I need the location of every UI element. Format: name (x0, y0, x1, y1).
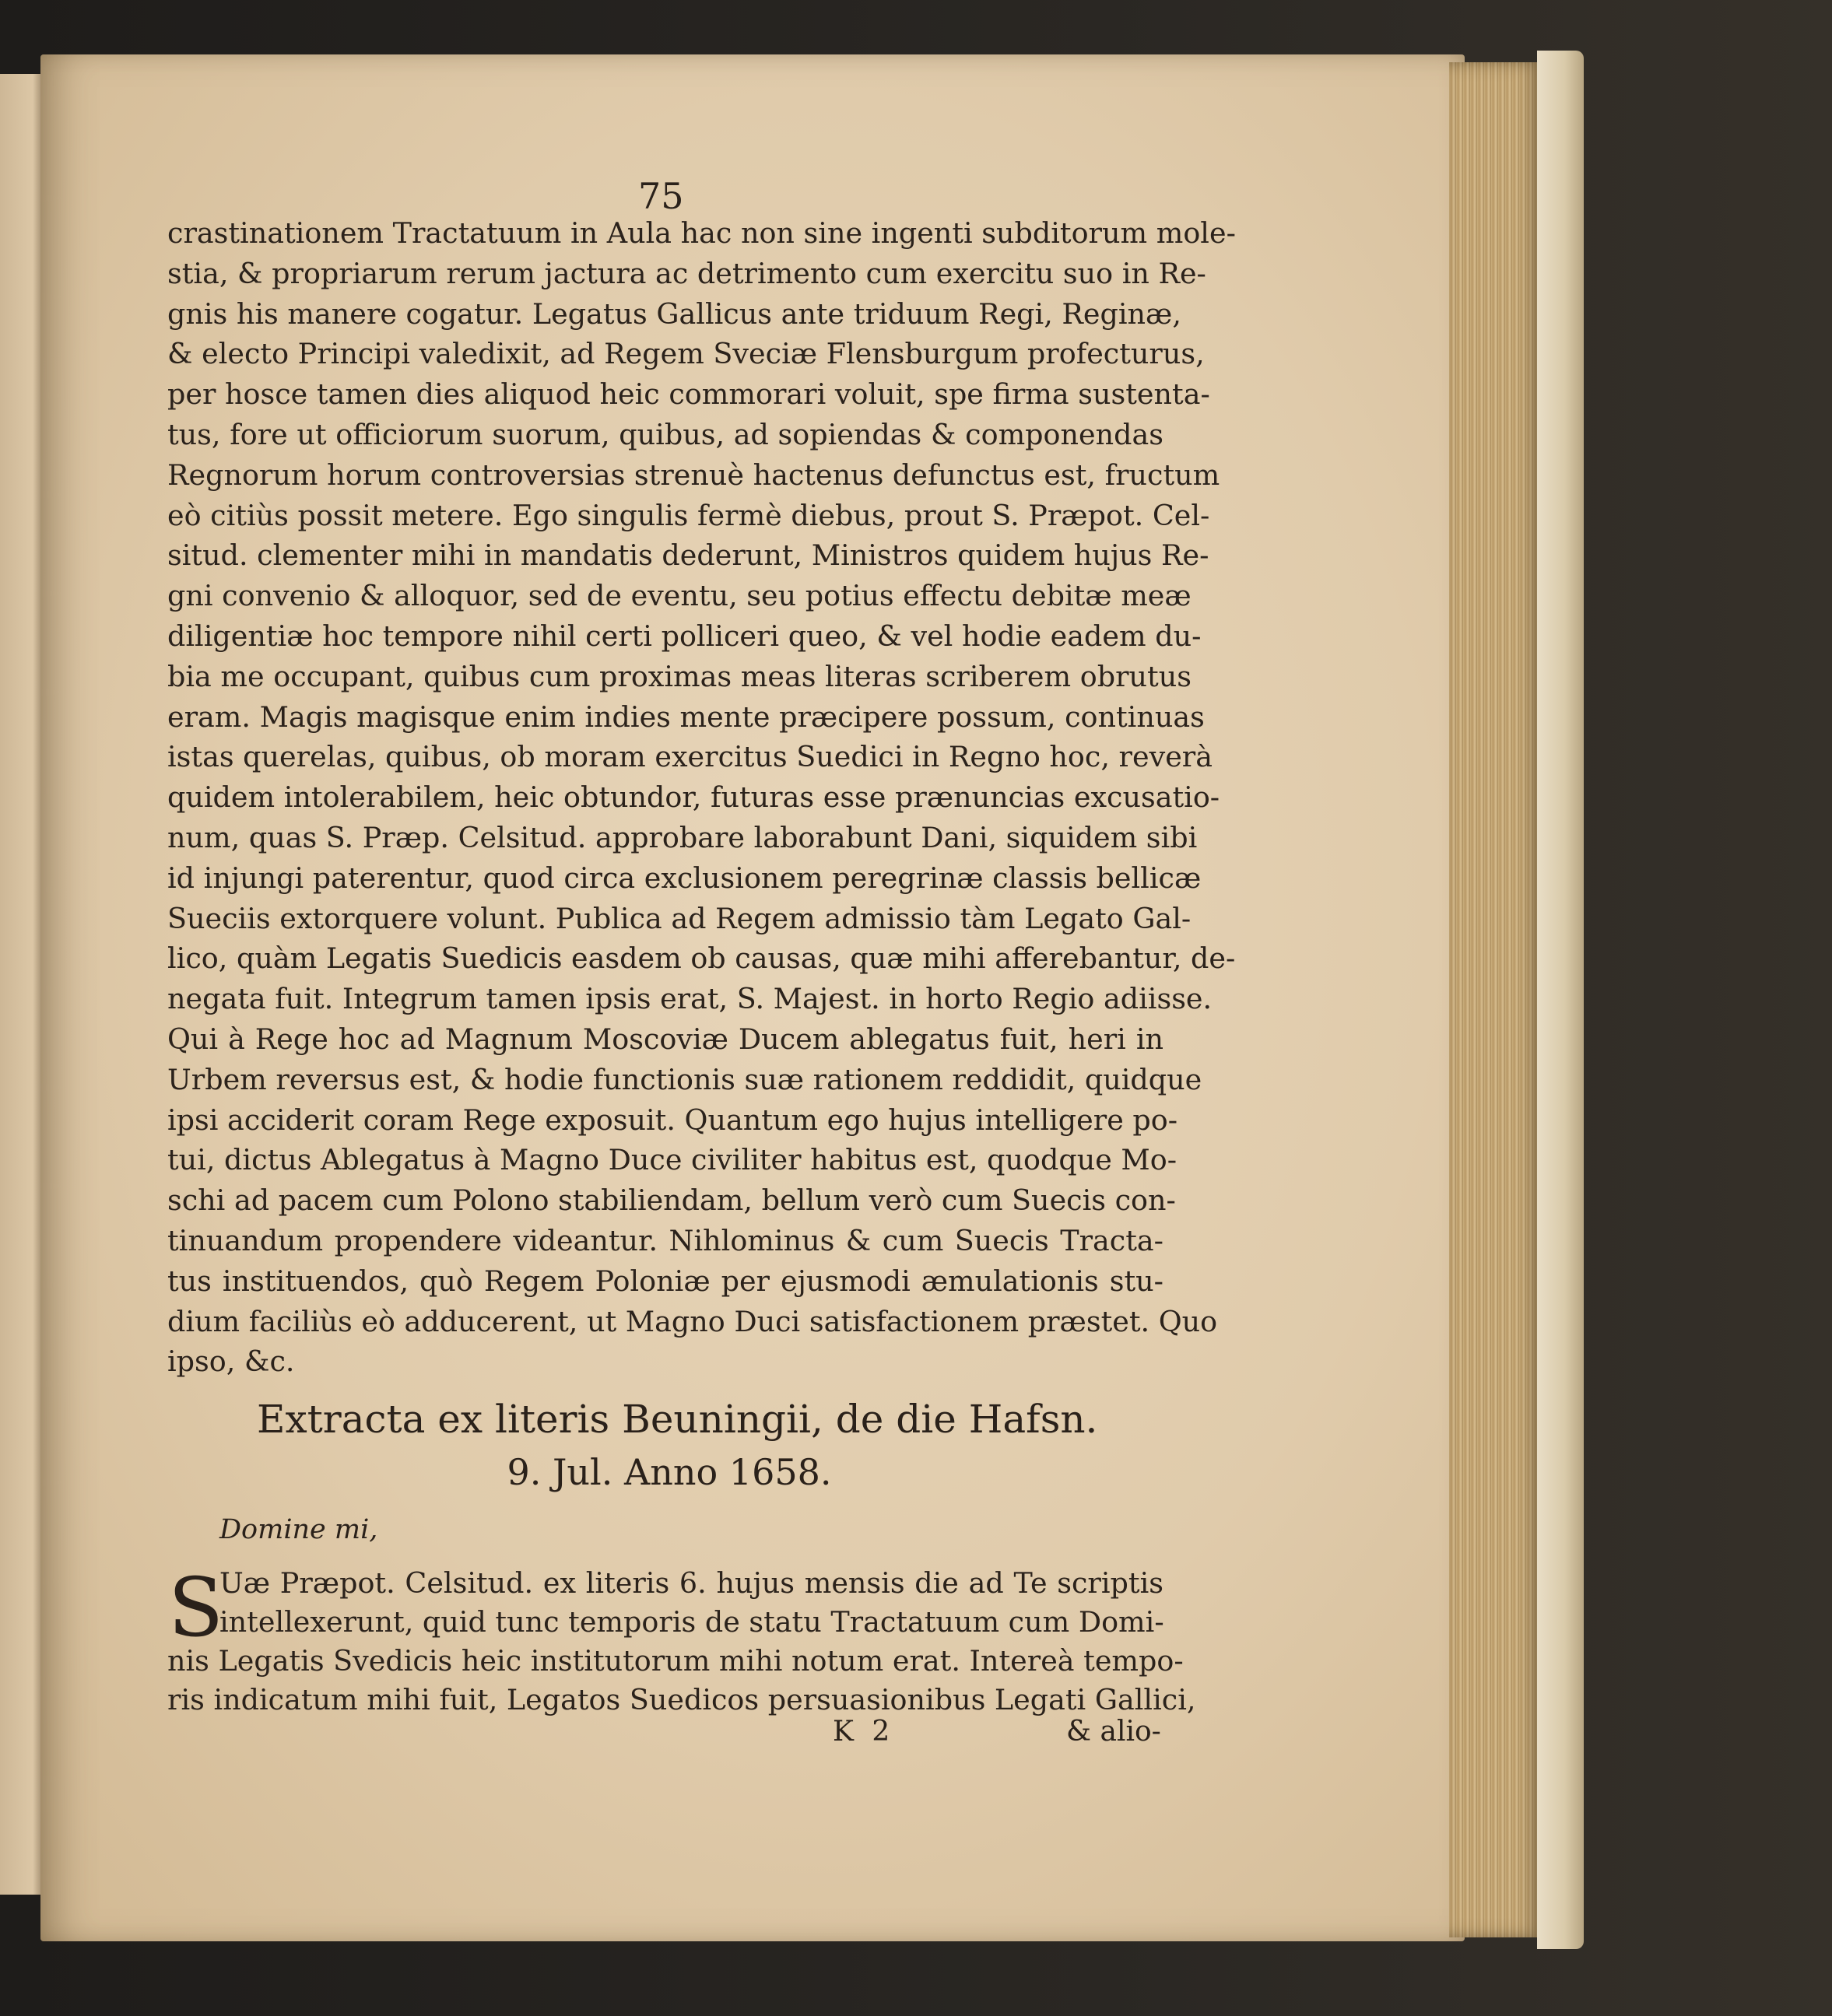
letter-line: nis Legatis Svedicis heic institutorum mihi notum erat. Intereà tempo- (167, 1644, 1184, 1678)
body-line: diligentiæ hoc tempore nihil certi polliceri queo, & vel hodie eadem du- (167, 619, 1202, 653)
body-line: tus instituendos, quò Regem Poloniæ per ejusmodi æmulationis stu- (167, 1264, 1163, 1298)
letter-line: intellexerunt, quid tunc temporis de statu Tractatuum cum Domi- (219, 1605, 1164, 1639)
body-line: num, quas S. Præp. Celsitud. approbare laborabunt Dani, siquidem sibi (167, 821, 1198, 854)
body-line: situd. clementer mihi in mandatis dederunt, Ministros quidem hujus Re- (167, 538, 1209, 573)
body-line: id injungi paterentur, quod circa exclusionem peregrinæ classis bellicæ (167, 861, 1202, 895)
body-line: gni convenio & alloquor, sed de eventu, seu potius effectu debitæ meæ (167, 579, 1192, 613)
body-line: quidem intolerabilem, heic obtundor, futuras esse prænuncias excusatio- (167, 780, 1220, 815)
salutation: Domine mi, (219, 1514, 378, 1545)
body-line: per hosce tamen dies aliquod heic commorari voluit, spe firma sustenta- (167, 377, 1210, 412)
letter-line: ris indicatum mihi fuit, Legatos Suedicos persuasionibus Legati Gallici, (167, 1683, 1196, 1716)
body-line: dium faciliùs eò adducerent, ut Magno Duci satisfactionem præstet. Quo (167, 1304, 1218, 1338)
body-line: Qui à Rege hoc ad Magnum Moscoviæ Ducem ablegatus fuit, heri in (167, 1022, 1163, 1056)
body-line: gnis his manere cogatur. Legatus Gallicus ante triduum Regi, Reginæ, (167, 296, 1181, 331)
body-line: schi ad pacem cum Polono stabiliendam, bellum verò cum Suecis con- (167, 1183, 1176, 1218)
body-line: tus, fore ut officiorum suorum, quibus, ad sopiendas & componendas (167, 418, 1163, 451)
body-line: eram. Magis magisque enim indies mente præcipere possum, continuas (167, 699, 1205, 734)
body-line: & electo Principi valedixit, ad Regem Sveciæ Flensburgum profecturus, (167, 337, 1205, 371)
section-heading-date: 9. Jul. Anno 1658. (507, 1451, 832, 1493)
book-cover (1537, 51, 1584, 1949)
body-line: crastinationem Tractatuum in Aula hac non sine ingenti subditorum mole- (167, 216, 1236, 250)
left-page-edge (0, 74, 47, 1895)
drop-cap: S (168, 1560, 224, 1655)
body-line: Urbem reversus est, & hodie functionis suæ rationem reddidit, quidque (167, 1062, 1202, 1096)
body-line: lico, quàm Legatis Suedicis easdem ob causas, quæ mihi afferebantur, de- (167, 941, 1236, 976)
letter-line: Uæ Præpot. Celsitud. ex literis 6. hujus mensis die ad Te scriptis (219, 1566, 1163, 1600)
body-line: tinuandum propendere videantur. Nihlominus & cum Suecis Tracta- (167, 1224, 1163, 1257)
body-line: eò citiùs possit metere. Ego singulis fermè diebus, prout S. Præpot. Cel- (167, 498, 1210, 532)
body-line: stia, & propriarum rerum jactura ac detrimento cum exercitu suo in Re- (167, 256, 1206, 290)
body-line: ipso, &c. (167, 1345, 295, 1379)
catchword: & alio- (1066, 1716, 1161, 1748)
body-line: negata fuit. Integrum tamen ipsis erat, S. Majest. in horto Regio adiisse. (167, 982, 1213, 1016)
body-line: bia me occupant, quibus cum proximas meas literas scriberem obrutus (167, 659, 1192, 693)
page-number: 75 (638, 175, 684, 217)
page-fore-edge (1449, 62, 1542, 1937)
body-line: ipsi acciderit coram Rege exposuit. Quantum ego hujus intelligere po- (167, 1103, 1178, 1137)
body-line: Regnorum horum controversias strenuè hactenus defunctus est, fructum (167, 458, 1220, 492)
section-heading: Extracta ex literis Beuningii, de die Hafsn. (257, 1397, 1098, 1442)
body-line: istas querelas, quibus, ob moram exercitus Suedici in Regno hoc, reverà (167, 740, 1213, 774)
signature-mark: K 2 (833, 1716, 895, 1748)
body-line: tui, dictus Ablegatus à Magno Duce civiliter habitus est, quodque Mo- (167, 1143, 1177, 1177)
body-line: Sueciis extorquere volunt. Publica ad Regem admissio tàm Legato Gal- (167, 901, 1192, 935)
